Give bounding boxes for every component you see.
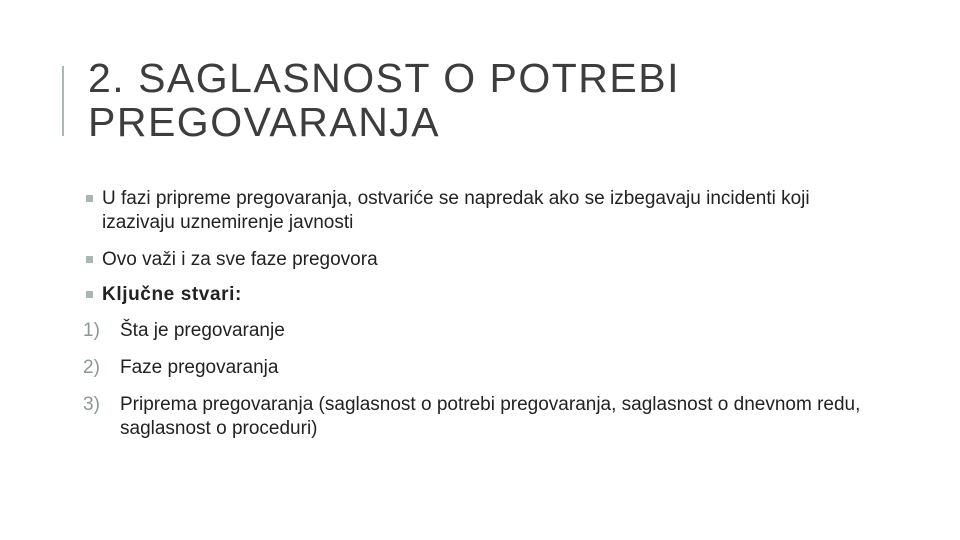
item-number: 1) bbox=[83, 320, 100, 341]
bullet-item bbox=[86, 187, 866, 235]
numbered-item bbox=[83, 356, 866, 380]
bullet-text: Ovo važi i za sve faze pregovora bbox=[102, 249, 378, 270]
item-text: Priprema pregovaranja (saglasnost o potrebi pregovaranja, saglasnost o dnevnom redu, saglasnost o proceduri) bbox=[120, 394, 861, 439]
item-number: 2) bbox=[83, 357, 100, 378]
slide-title-line-1: 2. SAGLASNOST O POTREBI bbox=[88, 55, 680, 101]
slide-content bbox=[83, 187, 866, 441]
square-bullet-icon bbox=[86, 291, 93, 298]
item-text: Faze pregovaranja bbox=[120, 357, 279, 378]
bullet-text: U fazi pripreme pregovaranja, ostvariće se napredak ako se izbegavaju incidenti koji izazivaju uznemirenje javnosti bbox=[102, 188, 810, 233]
square-bullet-icon bbox=[86, 256, 93, 263]
slide-title bbox=[88, 56, 908, 144]
square-bullet-icon bbox=[86, 195, 93, 202]
bullet-item bbox=[86, 283, 866, 307]
numbered-item bbox=[83, 319, 866, 343]
item-number: 3) bbox=[83, 394, 100, 415]
slide-title-line-2: PREGOVARANJA bbox=[88, 99, 441, 145]
bullet-item bbox=[86, 248, 866, 272]
bullet-text-key-points: Ključne stvari: bbox=[102, 284, 242, 305]
title-accent-bar bbox=[62, 66, 64, 136]
item-text: Šta je pregovaranje bbox=[120, 320, 285, 341]
numbered-item bbox=[83, 393, 866, 441]
